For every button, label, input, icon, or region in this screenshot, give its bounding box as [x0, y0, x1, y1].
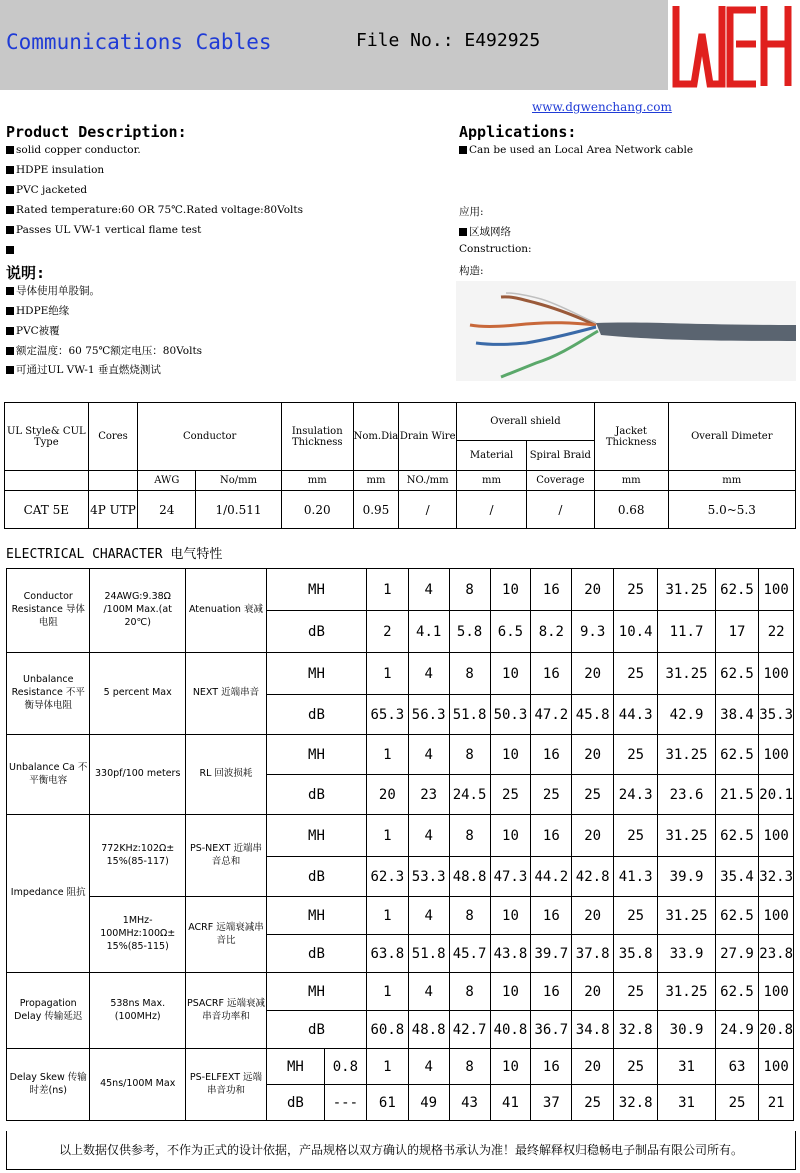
freq-value: 10 [490, 897, 531, 935]
description-cn-item: 可通过UL VW-1 垂直燃烧测试 [6, 362, 161, 377]
db-value: 23.8 [759, 935, 794, 973]
freq-value: 16 [531, 569, 572, 611]
freq-value: 16 [531, 1049, 572, 1085]
parameter-name: Atenuation 衰减 [185, 569, 266, 653]
db-value: 63.8 [366, 935, 408, 973]
freq-value: 4 [408, 1049, 449, 1085]
freq-value: 8 [449, 897, 490, 935]
header-spiral-braid: Spiral Braid [526, 441, 594, 471]
db-value: 50.3 [490, 695, 531, 735]
freq-value: 16 [531, 897, 572, 935]
property-name: Delay Skew 传输时差(ns) [7, 1049, 90, 1121]
freq-value: 31.25 [658, 815, 715, 857]
freq-value: 25 [614, 973, 658, 1011]
freq-value: 20 [572, 973, 614, 1011]
freq-value: 16 [531, 653, 572, 695]
unit-coverage: Coverage [526, 471, 594, 491]
freq-value: 10 [490, 1049, 531, 1085]
unit-no-mm: No/mm [196, 471, 282, 491]
freq-value: 31 [658, 1049, 715, 1085]
freq-value: 62.5 [715, 815, 759, 857]
freq-value: 8 [449, 653, 490, 695]
bullet-icon [6, 186, 14, 194]
bullet-icon [6, 246, 14, 254]
description-cn-item: 导体使用单股铜。 [6, 283, 100, 298]
db-value: 47.2 [531, 695, 572, 735]
db-value: 21.5 [715, 775, 759, 815]
freq-value: 63 [715, 1049, 759, 1085]
unit-mm: mm [457, 471, 527, 491]
db-value: 42.9 [658, 695, 715, 735]
freq-value: 8 [449, 569, 490, 611]
freq-value: 10 [490, 973, 531, 1011]
db-value: 61 [366, 1085, 408, 1121]
electrical-table [6, 568, 794, 1121]
freq-value: 100 [759, 653, 794, 695]
db-value: 6.5 [490, 611, 531, 653]
freq-value: 16 [531, 735, 572, 775]
freq-value: 1 [366, 815, 408, 857]
company-logo [672, 4, 794, 88]
property-name: Unbalance Resistance 不平衡导体电阻 [7, 653, 90, 735]
freq-value: 0.8 [324, 1049, 366, 1085]
freq-value: 62.5 [715, 653, 759, 695]
applications-item: Can be used an Local Area Network cable [459, 144, 693, 156]
freq-value: 20 [572, 1049, 614, 1085]
property-spec: 330pf/100 meters [90, 735, 186, 815]
db-value: 37 [531, 1085, 572, 1121]
property-name: Conductor Resistance 导体电阻 [7, 569, 90, 653]
db-value: 62.3 [366, 857, 408, 897]
db-value: 10.4 [614, 611, 658, 653]
header-jacket: Jacket Thickness [594, 403, 668, 471]
freq-value: 100 [759, 1049, 794, 1085]
db-value: 53.3 [408, 857, 449, 897]
bullet-icon [6, 206, 14, 214]
applications-cn-label: 应用: [459, 206, 484, 218]
db-label: dB [266, 611, 366, 653]
db-value: 34.8 [572, 1011, 614, 1049]
db-value: 8.2 [531, 611, 572, 653]
header-conductor: Conductor [138, 403, 281, 471]
freq-value: 100 [759, 569, 794, 611]
unit-mm: mm [668, 471, 795, 491]
db-value: 11.7 [658, 611, 715, 653]
product-item [6, 244, 16, 256]
property-spec: 45ns/100M Max [90, 1049, 186, 1121]
unit-awg: AWG [138, 471, 196, 491]
db-value: 42.8 [572, 857, 614, 897]
freq-value: 8 [449, 735, 490, 775]
parameter-name: NEXT 近端串音 [185, 653, 266, 735]
db-value: 24.3 [614, 775, 658, 815]
header-bar [0, 0, 668, 90]
applications-title: Applications: [459, 123, 577, 141]
bullet-icon [6, 146, 14, 154]
header-drain-wire: Drain Wire [399, 403, 457, 471]
db-label: dB [266, 935, 366, 973]
freq-value: 25 [614, 569, 658, 611]
db-value: 39.9 [658, 857, 715, 897]
product-item: PVC jacketed [6, 184, 87, 196]
freq-value: 62.5 [715, 569, 759, 611]
freq-value: 100 [759, 815, 794, 857]
freq-value: 1 [366, 1049, 408, 1085]
freq-value: 4 [408, 897, 449, 935]
cable-construction-image [456, 281, 796, 381]
value-spiral: / [526, 491, 594, 529]
db-value: 22 [759, 611, 794, 653]
product-item: Passes UL VW-1 vertical flame test [6, 224, 201, 236]
freq-value: 10 [490, 815, 531, 857]
bullet-icon [6, 347, 14, 355]
bullet-icon [6, 226, 14, 234]
bullet-icon [6, 366, 14, 374]
bullet-icon [459, 228, 467, 236]
property-spec: 538ns Max.(100MHz) [90, 973, 186, 1049]
freq-value: 4 [408, 569, 449, 611]
freq-value: 62.5 [715, 735, 759, 775]
db-value: 45.7 [449, 935, 490, 973]
db-value: 41 [490, 1085, 531, 1121]
description-cn-item: HDPE绝缘 [6, 303, 69, 318]
footer-disclaimer: 以上数据仅供参考，不作为正式的设计依据，产品规格以双方确认的规格书承认为准！最终解释权归稳畅电子制品有限公司所有。 [6, 1131, 796, 1170]
freq-value: 100 [759, 897, 794, 935]
freq-value: 62.5 [715, 973, 759, 1011]
db-value: 17 [715, 611, 759, 653]
parameter-name: RL 回波损耗 [185, 735, 266, 815]
freq-value: 20 [572, 897, 614, 935]
db-value: 25 [531, 775, 572, 815]
value-cores: 4P UTP [88, 491, 138, 529]
header-insulation: Insulation Thickness [281, 403, 353, 471]
freq-value: 4 [408, 735, 449, 775]
freq-value: 31.25 [658, 973, 715, 1011]
freq-value: 1 [366, 735, 408, 775]
freq-value: 31.25 [658, 735, 715, 775]
property-name: Impedance 阻抗 [7, 815, 90, 973]
db-value: 25 [572, 1085, 614, 1121]
db-value: 45.8 [572, 695, 614, 735]
db-value: 25 [715, 1085, 759, 1121]
freq-value: 20 [572, 735, 614, 775]
freq-value: 4 [408, 973, 449, 1011]
db-value: 24.9 [715, 1011, 759, 1049]
db-value: 41.3 [614, 857, 658, 897]
product-item: HDPE insulation [6, 164, 104, 176]
freq-value: 31.25 [658, 569, 715, 611]
db-value: 44.2 [531, 857, 572, 897]
db-value: 32.3 [759, 857, 794, 897]
file-number: File No.: E492925 [356, 30, 541, 51]
header-ul-style: UL Style& CUL Type [5, 403, 89, 471]
parameter-name: PSACRF 远端衰减串音功率和 [185, 973, 266, 1049]
freq-value: 25 [614, 735, 658, 775]
description-cn-item: 额定温度：60 75℃额定电压：80Volts [6, 343, 202, 358]
bullet-icon [6, 327, 14, 335]
document-title: Communications Cables [6, 30, 272, 54]
parameter-name: PS-ELFEXT 远端串音功和 [185, 1049, 266, 1121]
db-label: dB [266, 857, 366, 897]
db-value: 32.8 [614, 1085, 658, 1121]
freq-label: MH [266, 653, 366, 695]
freq-label: MH [266, 897, 366, 935]
db-value: 25 [572, 775, 614, 815]
freq-value: 1 [366, 897, 408, 935]
property-spec: 24AWG:9.38Ω /100M Max.(at 20℃) [90, 569, 186, 653]
db-label: dB [266, 1011, 366, 1049]
freq-value: 100 [759, 973, 794, 1011]
description-cn-title: 说明: [6, 264, 46, 282]
db-value: 43 [449, 1085, 490, 1121]
db-value: 35.3 [759, 695, 794, 735]
header-nom-dia: Nom.Dia [353, 403, 399, 471]
db-value: 56.3 [408, 695, 449, 735]
property-name: Unbalance Ca 不平衡电容 [7, 735, 90, 815]
db-label: dB [266, 695, 366, 735]
db-value: 30.9 [658, 1011, 715, 1049]
freq-value: 31.25 [658, 897, 715, 935]
freq-value: 25 [614, 897, 658, 935]
db-value: 21 [759, 1085, 794, 1121]
db-value: 44.3 [614, 695, 658, 735]
db-value: 5.8 [449, 611, 490, 653]
freq-label: MH [266, 735, 366, 775]
freq-value: 1 [366, 973, 408, 1011]
db-value: 25 [490, 775, 531, 815]
bullet-icon [459, 146, 467, 154]
freq-value: 25 [614, 653, 658, 695]
db-value: 36.7 [531, 1011, 572, 1049]
db-value: 48.8 [408, 1011, 449, 1049]
freq-value: 4 [408, 815, 449, 857]
freq-value: 8 [449, 815, 490, 857]
website-link[interactable]: www.dgwenchang.com [532, 100, 672, 114]
db-value: 23.6 [658, 775, 715, 815]
freq-label: MH [266, 815, 366, 857]
value-jacket: 0.68 [594, 491, 668, 529]
db-value: 42.7 [449, 1011, 490, 1049]
freq-value: 10 [490, 653, 531, 695]
bullet-icon [6, 287, 14, 295]
freq-value: 25 [614, 1049, 658, 1085]
freq-value: 16 [531, 815, 572, 857]
product-description-title: Product Description: [6, 123, 187, 141]
header-overall-dimeter: Overall Dimeter [668, 403, 795, 471]
applications-cn-item: 区域网络 [459, 224, 511, 239]
value-style: CAT 5E [5, 491, 89, 529]
db-value: 47.3 [490, 857, 531, 897]
db-value: 51.8 [449, 695, 490, 735]
value-nom-dia: 0.95 [353, 491, 399, 529]
freq-value: 20 [572, 815, 614, 857]
db-value: 37.8 [572, 935, 614, 973]
db-value: 4.1 [408, 611, 449, 653]
value-overall: 5.0~5.3 [668, 491, 795, 529]
value-material: / [457, 491, 527, 529]
freq-value: 10 [490, 735, 531, 775]
db-value: 49 [408, 1085, 449, 1121]
unit-no-mm: NO./mm [399, 471, 457, 491]
db-value: 23 [408, 775, 449, 815]
db-value: 20.8 [759, 1011, 794, 1049]
property-spec: 772KHz:102Ω± 15%(85-117) [90, 815, 186, 897]
bullet-icon [6, 307, 14, 315]
db-value: 40.8 [490, 1011, 531, 1049]
freq-value: 62.5 [715, 897, 759, 935]
value-awg: 24 [138, 491, 196, 529]
property-name: Propagation Delay 传输延迟 [7, 973, 90, 1049]
db-value: 31 [658, 1085, 715, 1121]
freq-value: 10 [490, 569, 531, 611]
db-value: 65.3 [366, 695, 408, 735]
db-value: 51.8 [408, 935, 449, 973]
freq-label: MH [266, 1049, 324, 1085]
db-value: 24.5 [449, 775, 490, 815]
freq-value: 4 [408, 653, 449, 695]
parameter-name: PS-NEXT 近端串音总和 [185, 815, 266, 897]
db-label: dB [266, 775, 366, 815]
value-insulation: 0.20 [281, 491, 353, 529]
header-overall-shield: Overall shield [457, 403, 595, 441]
db-value: 20 [366, 775, 408, 815]
unit-mm: mm [281, 471, 353, 491]
construction-label: Construction: [459, 243, 532, 255]
freq-value: 1 [366, 569, 408, 611]
header-material: Material [457, 441, 527, 471]
db-value: 2 [366, 611, 408, 653]
product-item: solid copper conductor. [6, 144, 141, 156]
freq-value: 20 [572, 653, 614, 695]
db-label: dB [266, 1085, 324, 1121]
freq-value: 8 [449, 973, 490, 1011]
electrical-title: ELECTRICAL CHARACTER 电气特性 [6, 547, 223, 562]
db-value: 9.3 [572, 611, 614, 653]
db-value: 38.4 [715, 695, 759, 735]
unit-mm: mm [594, 471, 668, 491]
freq-label: MH [266, 569, 366, 611]
value-no-mm: 1/0.511 [196, 491, 282, 529]
freq-value: 20 [572, 569, 614, 611]
db-value: 20.1 [759, 775, 794, 815]
db-value: --- [324, 1085, 366, 1121]
freq-value: 100 [759, 735, 794, 775]
freq-value: 1 [366, 653, 408, 695]
freq-value: 25 [614, 815, 658, 857]
db-value: 32.8 [614, 1011, 658, 1049]
freq-label: MH [266, 973, 366, 1011]
db-value: 35.8 [614, 935, 658, 973]
freq-value: 16 [531, 973, 572, 1011]
property-spec: 1MHz- 100MHz:100Ω± 15%(85-115) [90, 897, 186, 973]
db-value: 43.8 [490, 935, 531, 973]
header-cores: Cores [88, 403, 138, 471]
property-spec: 5 percent Max [90, 653, 186, 735]
db-value: 33.9 [658, 935, 715, 973]
unit-mm: mm [353, 471, 399, 491]
spec-table [4, 402, 796, 529]
construction-cn-label: 构造: [459, 265, 484, 277]
db-value: 60.8 [366, 1011, 408, 1049]
freq-value: 31.25 [658, 653, 715, 695]
db-value: 39.7 [531, 935, 572, 973]
product-item: Rated temperature:60 OR 75℃.Rated voltage:80Volts [6, 204, 303, 216]
value-drain: / [399, 491, 457, 529]
freq-value: 8 [449, 1049, 490, 1085]
db-value: 48.8 [449, 857, 490, 897]
db-value: 27.9 [715, 935, 759, 973]
db-value: 35.4 [715, 857, 759, 897]
parameter-name: ACRF 远端衰减串音比 [185, 897, 266, 973]
description-cn-item: PVC被覆 [6, 323, 60, 338]
bullet-icon [6, 166, 14, 174]
